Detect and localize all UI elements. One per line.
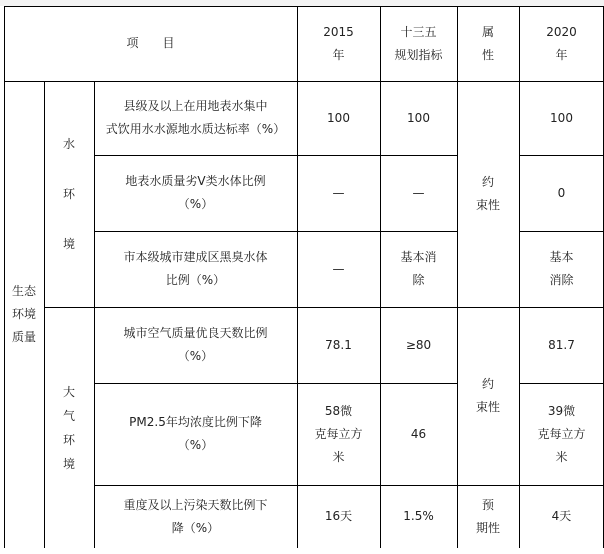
row-4-2015-value: 78.1 <box>325 337 352 352</box>
row-3-plan-value: 基本消 除 <box>400 250 437 287</box>
water-attribute-text: 约 束性 <box>475 175 500 212</box>
row-6-2020 <box>519 485 604 548</box>
row-3-2020 <box>519 231 604 307</box>
row-5-indicator-text: PM2.5年均浓度比例下降 （%） <box>129 415 262 452</box>
group-ecology-label: 生态 环境 质量 <box>11 284 36 344</box>
row-2-2020-value: 0 <box>557 185 566 200</box>
group-water-label: 水 环 境 <box>62 137 75 251</box>
row-3-plan <box>380 231 457 307</box>
row-6-2015 <box>297 485 380 548</box>
row-2-indicator <box>94 155 297 231</box>
group-air-label: 大 气 环 境 <box>62 384 75 471</box>
row-3-indicator-text: 市本级城市建成区黑臭水体 比例（%） <box>123 250 268 287</box>
row-3-indicator <box>94 231 297 307</box>
row-5-plan <box>380 383 457 485</box>
row-1-2020 <box>519 81 604 155</box>
row-1-plan <box>380 81 457 155</box>
air-attribute <box>457 307 519 485</box>
header-2020 <box>519 6 604 81</box>
row-1-2020-value: 100 <box>550 110 573 125</box>
row-5-2020-value: 39微 克每立方 米 <box>537 403 586 464</box>
header-item-label: 项 目 <box>126 36 175 50</box>
row-6-2015-value: 16天 <box>324 509 353 523</box>
row-6-2020-value: 4天 <box>551 509 572 523</box>
header-2015-label: 2015 年 <box>323 24 354 62</box>
row-3-2015-value: — <box>332 261 345 276</box>
row-4-indicator <box>94 307 297 383</box>
row-1-indicator <box>94 81 297 155</box>
row-4-2020-value: 81.7 <box>548 337 575 352</box>
row-5-plan-value: 46 <box>410 426 427 441</box>
row-3-2020-value: 基本 消除 <box>549 250 574 287</box>
row-2-plan-value: — <box>412 185 425 200</box>
row-6-plan <box>380 485 457 548</box>
group-water <box>44 81 94 307</box>
row-4-plan-value: ≥80 <box>405 337 432 352</box>
header-attribute-label: 属 性 <box>481 24 494 62</box>
row-1-indicator-text: 县级及以上在用地表水集中 式饮用水水源地水质达标率（%） <box>105 99 286 136</box>
header-plan <box>380 6 457 81</box>
row-4-indicator-text: 城市空气质量优良天数比例 （%） <box>123 326 268 363</box>
header-2020-label: 2020 年 <box>546 24 577 62</box>
row-4-2020 <box>519 307 604 383</box>
air-attribute-text: 约 束性 <box>475 377 500 414</box>
header-attribute <box>457 6 519 81</box>
row-6-plan-value: 1.5% <box>403 509 434 523</box>
row-2-2020 <box>519 155 604 231</box>
row-6-indicator-text: 重度及以上污染天数比例下 降（%） <box>123 497 268 535</box>
row-5-2015-value: 58微 克每立方 米 <box>314 403 363 464</box>
row-1-2015 <box>297 81 380 155</box>
header-plan-label: 十三五 规划指标 <box>394 24 443 62</box>
header-2015 <box>297 6 380 81</box>
group-ecology <box>4 81 44 548</box>
header-item <box>4 6 297 81</box>
row-3-2015 <box>297 231 380 307</box>
row-5-2020 <box>519 383 604 485</box>
bottom-edge <box>0 548 604 554</box>
row-1-2015-value: 100 <box>327 110 350 125</box>
row-2-indicator-text: 地表水质量劣Ⅴ类水体比例 （%） <box>125 174 266 211</box>
water-attribute <box>457 81 519 307</box>
row-1-plan-value: 100 <box>407 110 430 125</box>
row-2-2015 <box>297 155 380 231</box>
row-4-plan <box>380 307 457 383</box>
row-5-indicator <box>94 383 297 485</box>
row-6-attribute-text: 预 期性 <box>475 497 500 535</box>
row-5-2015 <box>297 383 380 485</box>
row-6-indicator <box>94 485 297 548</box>
group-air <box>44 307 94 548</box>
row-6-attribute <box>457 485 519 548</box>
row-4-2015 <box>297 307 380 383</box>
row-2-plan <box>380 155 457 231</box>
row-2-2015-value: — <box>332 185 345 200</box>
